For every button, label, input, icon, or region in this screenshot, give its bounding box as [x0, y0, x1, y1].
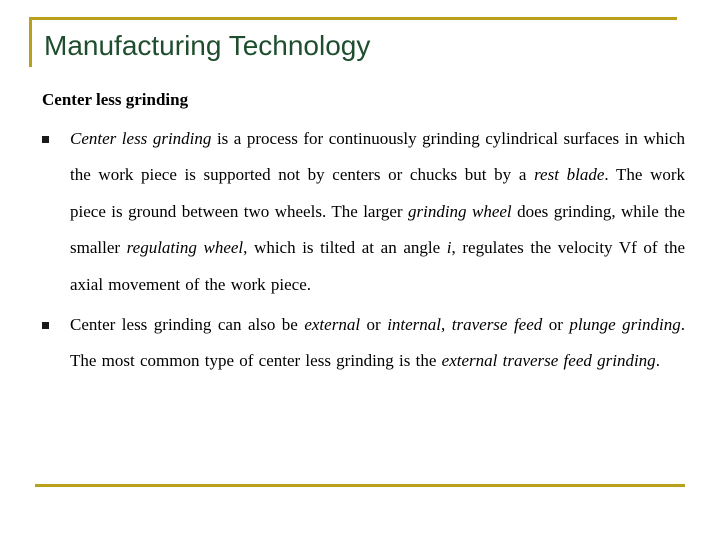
bullet-list: [40, 121, 685, 380]
text-run: is a process for continuously grinding cylindrical surfaces in which the work piece is supported not by centers or chucks but by a: [70, 129, 685, 185]
italic-term: plunge grinding: [569, 315, 681, 335]
bullet-item-process-definition: [40, 121, 685, 303]
slide-title: Manufacturing Technology: [44, 30, 371, 61]
italic-term: Center less grinding: [70, 129, 212, 148]
italic-term: external traverse feed grinding: [441, 351, 656, 371]
italic-term: external: [304, 315, 361, 335]
text-run: , regulates the velocity Vf of the axial movement of the work piece.: [70, 238, 685, 294]
footer-rule: [35, 484, 685, 487]
italic-term: internal: [387, 315, 442, 335]
text-run: ,: [441, 315, 452, 335]
text-run: Center less grinding can also be: [70, 315, 305, 335]
bullet-text: [70, 129, 685, 294]
italic-term: regulating wheel: [126, 238, 244, 258]
title-left-rule: [29, 17, 32, 67]
square-bullet-icon: [42, 322, 49, 329]
italic-term: rest blade: [534, 165, 605, 185]
italic-term: traverse feed: [451, 315, 543, 335]
square-bullet-icon: [42, 136, 49, 143]
text-run: , which is tilted at an angle: [243, 238, 447, 258]
italic-term: i: [446, 238, 452, 258]
text-run: does grinding, while the smaller: [70, 201, 686, 258]
text-run: .: [655, 351, 660, 371]
text-run: . The most common type of center less grinding is the: [70, 315, 685, 371]
bullet-item-grinding-types: [40, 307, 685, 380]
italic-term: grinding wheel: [407, 201, 512, 221]
text-run: or: [542, 315, 570, 335]
text-run: or: [360, 315, 388, 335]
section-heading: Center less grinding: [42, 90, 189, 109]
text-run: . The work piece is ground between two wheels. The larger: [70, 165, 686, 221]
title-top-rule: [30, 17, 677, 20]
bullet-text: [70, 315, 685, 370]
